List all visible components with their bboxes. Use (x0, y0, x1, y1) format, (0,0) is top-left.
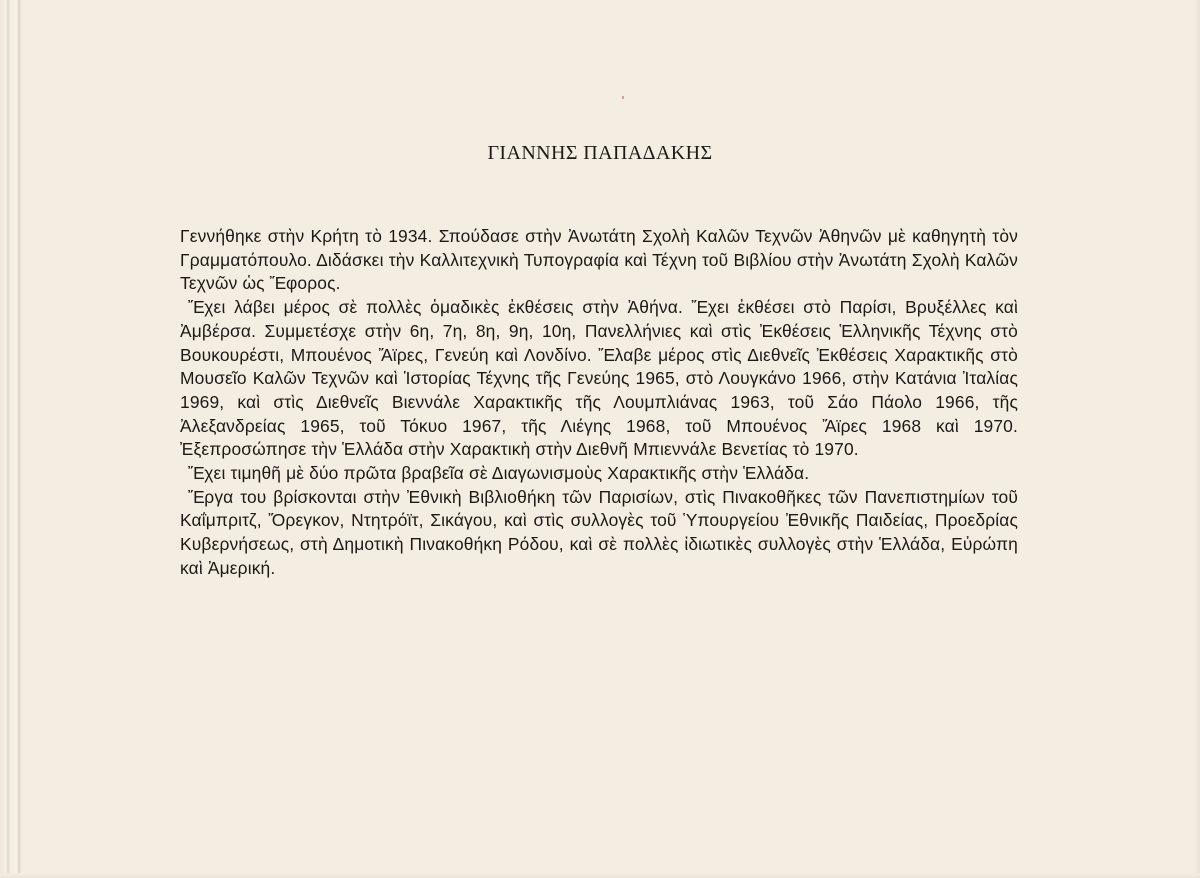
page-title: ΓΙΑΝΝΗΣ ΠΑΠΑΔΑΚΗΣ (487, 142, 713, 164)
card-fold-edge (0, 0, 24, 878)
paragraph-awards: Ἔχει τιμηθῆ μὲ δύο πρῶτα βραβεῖα σὲ Διαγωνισμοὺς Χαρακτικῆς στὴν Ἑλλάδα. (188, 463, 810, 484)
paragraph-collections: Ἔργα του βρίσκονται στὴν Ἐθνικὴ Βιβλιοθήκη τῶν Παρισίων, στὶς Πινακοθῆκες τῶν Πανεπιστημίων τοῦ Καΐμπριτζ, Ὄρεγκον, Ντητρόϊτ, Σικάγου, καὶ στὶς συλλογὲς τοῦ Ὑπουργείου Ἐθνικῆς Παιδείας, Προεδρίας Κυβερνήσεως, στὴ Δημοτικὴ Πινακοθήκη Ρόδου, καὶ σὲ πολλὲς ἰδιωτικὲς συλλογὲς στὴν Ἑλλάδα, Εὐρώπη καὶ Ἀμερική. (180, 486, 1018, 578)
paragraph-exhibitions: Ἔχει λάβει μέρος σὲ πολλὲς ὁμαδικὲς ἐκθέσεις στὴν Ἀθήνα. Ἔχει ἐκθέσει στὸ Παρίσι, Βρυξέλλες καὶ Ἀμβέρσα. Συμμετέσχε στὴν 6η, 7η, 8η, 9η, 10η, Πανελλήνιες καὶ στὶς Ἐκθέσεις Ἑλληνικῆς Τέχνης στὸ Βουκουρέστι, Μπουένος Ἄϊρες, Γενεύη καὶ Λονδίνο. Ἔλαβε μέρος στὶς Διεθνεῖς Ἐκθέσεις Χαρακτικῆς στὸ Μουσεῖο Καλῶν Τεχνῶν καὶ Ἱστορίας Τέχνης τῆς Γενεύης 1965, στὸ Λουγκάνο 1966, στὴν Κατάνια Ἰταλίας 1969, καὶ στὶς Διεθνεῖς Βιεννάλε Χαρακτικῆς τῆς Λουμπλιάνας 1963, τοῦ Σάο Πάολο 1966, τῆς Ἀλεξανδρείας 1965, τοῦ Τόκυο 1967, τῆς Λιέγης 1968, τοῦ Μπουένος Ἄϊρες 1968 καὶ 1970. Ἐξεπροσώπησε τὴν Ἑλλάδα στὴν Χαρακτικὴ στὴν Διεθνῆ Μπιεννάλε Βενετίας τὸ 1970. (180, 297, 1018, 460)
page-bottom-edge (0, 873, 1200, 878)
page-right-edge (1194, 0, 1200, 878)
biography-text (180, 225, 1018, 581)
ink-speck (622, 96, 624, 99)
paragraph-birth-education: Γεννήθηκε στὴν Κρήτη τὸ 1934. Σπούδασε στὴν Ἀνωτάτη Σχολὴ Καλῶν Τεχνῶν Ἀθηνῶν μὲ καθηγητὴ τὸν Γραμματόπουλο. Διδάσκει τὴν Καλλιτεχνικὴ Τυπογραφία καὶ Τέχνη τοῦ Βιβλίου στὴν Ἀνωτάτη Σχολὴ Καλῶν Τεχνῶν ὡς Ἔφορος. (180, 226, 1018, 294)
